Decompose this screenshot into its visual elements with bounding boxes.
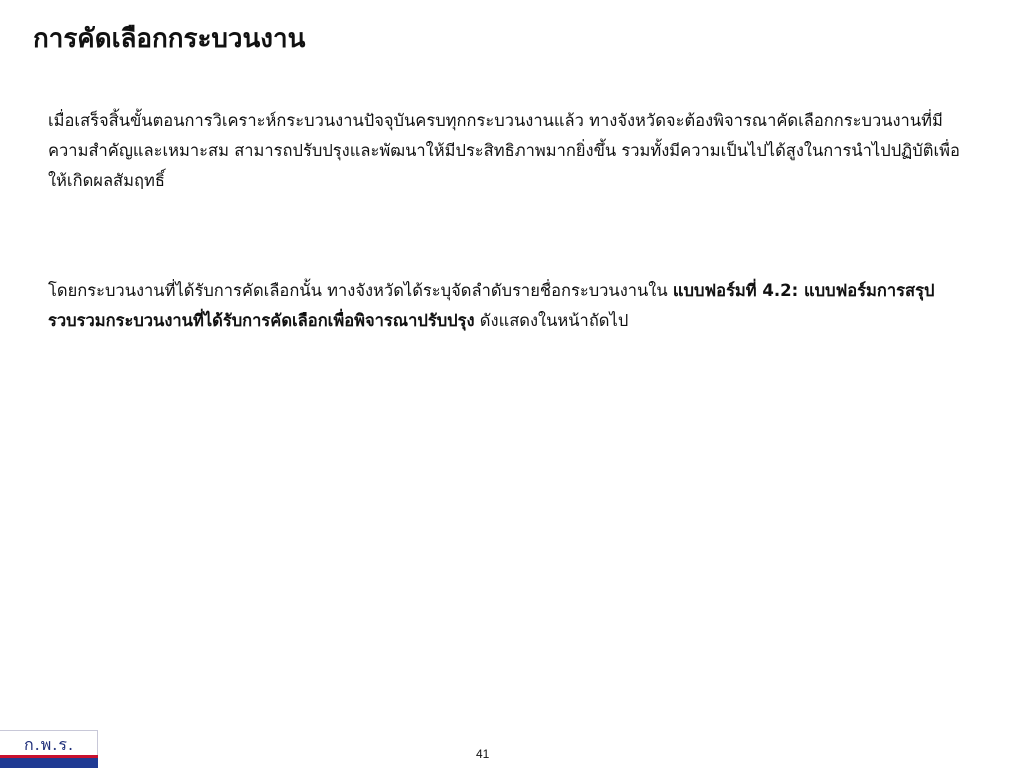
form-reference: แบบฟอร์มที่ 4.2: แบบฟอร์มการสรุปรวบรวมกระบวนงานที่ได้รับการคัดเลือกเพื่อพิจารณาปรับปรุง: [48, 281, 935, 330]
slide-title: การคัดเลือกกระบวนงาน: [33, 24, 306, 54]
opdc-logo: [0, 730, 98, 768]
body-paragraph-1: เมื่อเสร็จสิ้นขั้นตอนการวิเคราะห์กระบวนงานปัจจุบันครบทุกกระบวนงานแล้ว ทางจังหวัดจะต้องพิจารณาคัดเลือกกระบวนงานที่มีความสำคัญและเหมาะสม สามารถปรับปรุงและพัฒนาให้มีประสิทธิภาพมากยิ่งขึ้น รวมทั้งมีความเป็นไปได้สูงในการนำไปปฏิบัติเพื่อให้เกิดผลสัมฤทธิ์: [48, 111, 960, 190]
logo-blue-stripe: [0, 758, 98, 768]
page-number: 41: [476, 747, 490, 761]
body-paragraph-2: [48, 276, 968, 336]
paragraph-2-intro: โดยกระบวนงานที่ได้รับการคัดเลือกนั้น ทางจังหวัดได้ระบุจัดลำดับรายชื่อกระบวนงานใน: [48, 281, 673, 300]
logo-text: ก.พ.ร.: [23, 735, 75, 754]
paragraph-2-outro: ดังแสดงในหน้าถัดไป: [474, 311, 629, 330]
